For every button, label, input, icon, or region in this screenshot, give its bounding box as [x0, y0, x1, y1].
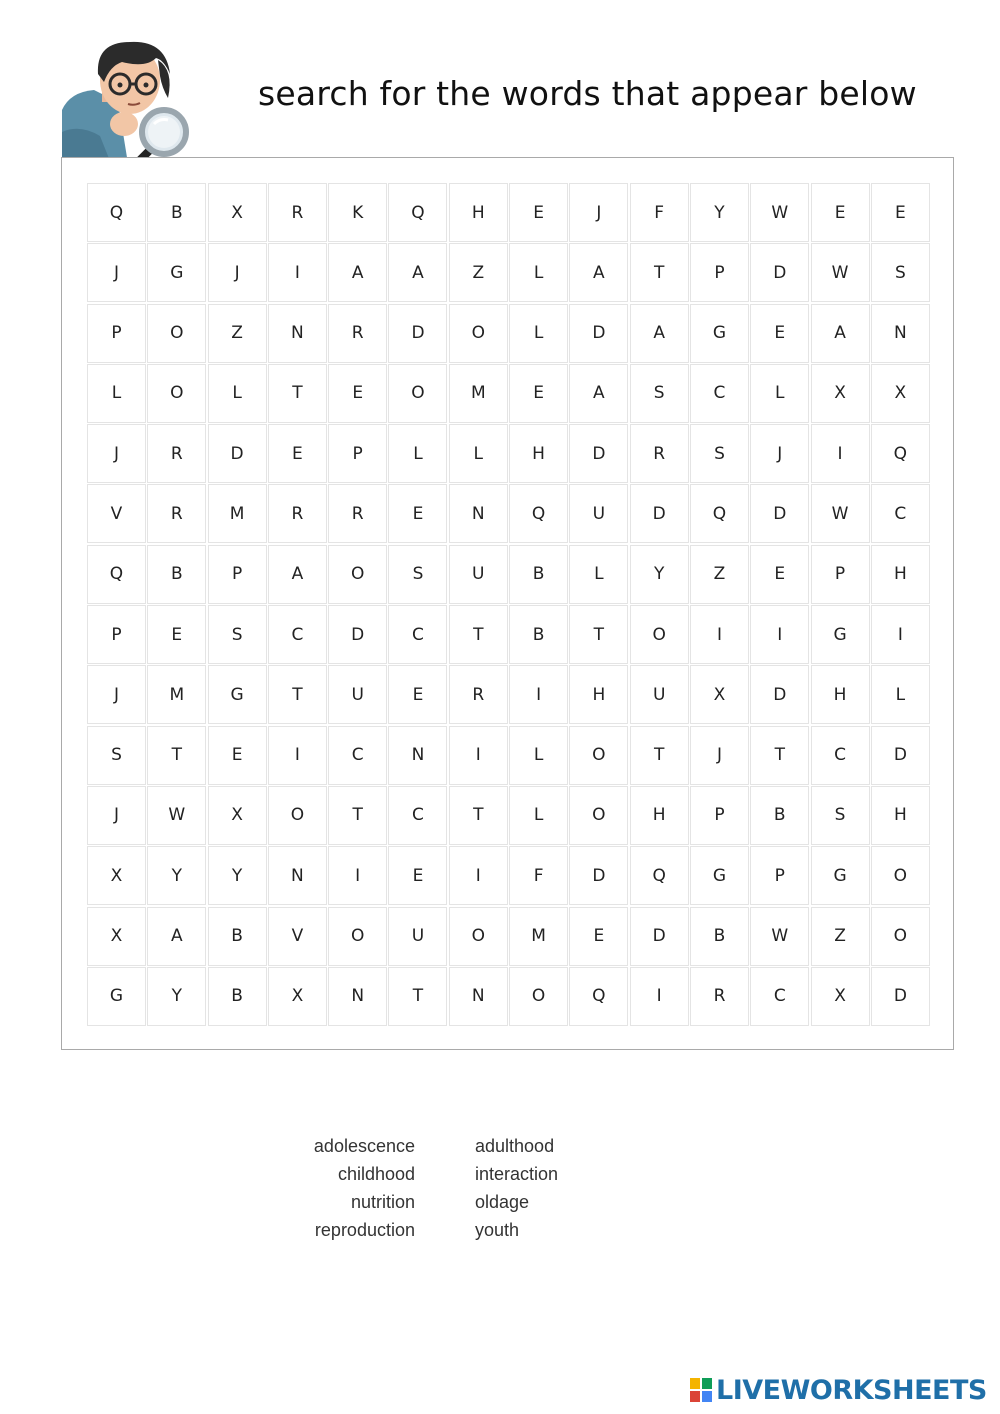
grid-cell[interactable]: W — [750, 183, 809, 242]
grid-cell[interactable]: H — [449, 183, 508, 242]
grid-cell[interactable]: P — [690, 786, 749, 845]
grid-cell[interactable]: J — [569, 183, 628, 242]
grid-cell[interactable]: T — [750, 726, 809, 785]
grid-cell[interactable]: S — [871, 243, 930, 302]
grid-cell[interactable]: P — [750, 846, 809, 905]
grid-cell[interactable]: Q — [630, 846, 689, 905]
grid-cell[interactable]: A — [147, 907, 206, 966]
grid-cell[interactable]: X — [268, 967, 327, 1026]
grid-cell[interactable]: F — [630, 183, 689, 242]
grid-cell[interactable]: X — [811, 364, 870, 423]
grid-cell[interactable]: I — [328, 846, 387, 905]
grid-cell[interactable]: E — [268, 424, 327, 483]
grid-cell[interactable]: W — [147, 786, 206, 845]
grid-cell[interactable]: U — [630, 665, 689, 724]
grid-cell[interactable]: Q — [87, 545, 146, 604]
grid-cell[interactable]: G — [147, 243, 206, 302]
grid-cell[interactable]: E — [569, 907, 628, 966]
grid-cell[interactable]: Q — [569, 967, 628, 1026]
grid-cell[interactable]: H — [630, 786, 689, 845]
grid-cell[interactable]: A — [630, 304, 689, 363]
grid-cell[interactable]: L — [87, 364, 146, 423]
grid-cell[interactable]: Q — [509, 484, 568, 543]
grid-cell[interactable]: T — [569, 605, 628, 664]
grid-cell[interactable]: P — [208, 545, 267, 604]
grid-cell[interactable]: R — [630, 424, 689, 483]
grid-cell[interactable]: O — [388, 364, 447, 423]
grid-cell[interactable]: Z — [208, 304, 267, 363]
grid-cell[interactable]: E — [811, 183, 870, 242]
grid-cell[interactable]: L — [569, 545, 628, 604]
grid-cell[interactable]: M — [449, 364, 508, 423]
grid-cell[interactable]: Q — [388, 183, 447, 242]
grid-cell[interactable]: I — [449, 726, 508, 785]
grid-cell[interactable]: L — [509, 786, 568, 845]
grid-cell[interactable]: X — [87, 846, 146, 905]
grid-cell[interactable]: Q — [87, 183, 146, 242]
grid-cell[interactable]: R — [690, 967, 749, 1026]
grid-cell[interactable]: O — [569, 726, 628, 785]
grid-cell[interactable]: O — [509, 967, 568, 1026]
grid-cell[interactable]: J — [87, 243, 146, 302]
grid-cell[interactable]: X — [811, 967, 870, 1026]
grid-cell[interactable]: N — [388, 726, 447, 785]
grid-cell[interactable]: C — [388, 786, 447, 845]
grid-cell[interactable]: B — [147, 545, 206, 604]
grid-cell[interactable]: U — [388, 907, 447, 966]
grid-cell[interactable]: D — [630, 484, 689, 543]
grid-cell[interactable]: I — [268, 726, 327, 785]
grid-cell[interactable]: T — [328, 786, 387, 845]
grid-cell[interactable]: C — [690, 364, 749, 423]
grid-cell[interactable]: Q — [871, 424, 930, 483]
grid-cell[interactable]: G — [811, 846, 870, 905]
grid-cell[interactable]: Q — [690, 484, 749, 543]
grid-cell[interactable]: O — [569, 786, 628, 845]
grid-cell[interactable]: X — [690, 665, 749, 724]
letter-grid — [87, 183, 930, 1026]
grid-cell[interactable]: E — [750, 304, 809, 363]
grid-cell[interactable]: I — [750, 605, 809, 664]
grid-cell[interactable]: D — [750, 484, 809, 543]
liveworksheets-logo — [690, 1372, 987, 1408]
grid-cell[interactable]: S — [208, 605, 267, 664]
grid-cell[interactable]: E — [388, 484, 447, 543]
grid-cell[interactable]: D — [208, 424, 267, 483]
grid-cell[interactable]: X — [208, 183, 267, 242]
grid-cell[interactable]: S — [811, 786, 870, 845]
grid-cell[interactable]: O — [871, 907, 930, 966]
grid-cell[interactable]: D — [871, 967, 930, 1026]
grid-cell[interactable]: E — [208, 726, 267, 785]
grid-cell[interactable]: A — [569, 243, 628, 302]
grid-cell[interactable]: D — [388, 304, 447, 363]
grid-cell[interactable]: L — [449, 424, 508, 483]
grid-cell[interactable]: B — [690, 907, 749, 966]
grid-cell[interactable]: G — [811, 605, 870, 664]
grid-cell[interactable]: Y — [147, 967, 206, 1026]
word-list — [290, 1136, 610, 1241]
grid-cell[interactable]: I — [690, 605, 749, 664]
grid-cell[interactable]: V — [87, 484, 146, 543]
grid-cell[interactable]: X — [208, 786, 267, 845]
grid-cell[interactable]: J — [208, 243, 267, 302]
grid-cell[interactable]: X — [87, 907, 146, 966]
grid-cell[interactable]: Z — [690, 545, 749, 604]
grid-cell[interactable]: E — [509, 364, 568, 423]
liveworksheets-logo-icon — [690, 1378, 712, 1402]
grid-cell[interactable]: K — [328, 183, 387, 242]
grid-cell[interactable]: R — [449, 665, 508, 724]
page-title: search for the words that appear below — [258, 74, 917, 113]
grid-cell[interactable]: P — [690, 243, 749, 302]
grid-cell[interactable]: R — [147, 424, 206, 483]
grid-cell[interactable]: O — [871, 846, 930, 905]
grid-cell[interactable]: R — [268, 484, 327, 543]
word-item: youth — [475, 1220, 520, 1240]
grid-cell[interactable]: C — [388, 605, 447, 664]
grid-cell[interactable]: S — [630, 364, 689, 423]
grid-cell[interactable]: E — [328, 364, 387, 423]
grid-cell[interactable]: L — [871, 665, 930, 724]
grid-cell[interactable]: B — [509, 605, 568, 664]
grid-cell[interactable]: C — [328, 726, 387, 785]
grid-cell[interactable]: I — [509, 665, 568, 724]
grid-cell[interactable]: S — [388, 545, 447, 604]
grid-cell[interactable]: H — [871, 545, 930, 604]
grid-cell[interactable]: O — [328, 907, 387, 966]
grid-cell[interactable]: A — [388, 243, 447, 302]
grid-cell[interactable]: T — [630, 726, 689, 785]
grid-cell[interactable]: H — [569, 665, 628, 724]
grid-cell[interactable]: E — [388, 846, 447, 905]
grid-cell[interactable]: W — [811, 243, 870, 302]
word-item: reproduction — [314, 1220, 415, 1240]
grid-cell[interactable]: G — [690, 304, 749, 363]
word-item: oldage — [475, 1192, 530, 1212]
grid-cell[interactable]: M — [147, 665, 206, 724]
grid-cell[interactable]: T — [449, 605, 508, 664]
grid-cell[interactable]: H — [811, 665, 870, 724]
grid-cell[interactable]: W — [750, 907, 809, 966]
word-item: adolescence — [313, 1136, 415, 1156]
grid-cell[interactable]: B — [208, 967, 267, 1026]
grid-cell[interactable]: L — [208, 364, 267, 423]
grid-cell[interactable]: L — [509, 243, 568, 302]
grid-cell[interactable]: D — [750, 665, 809, 724]
grid-cell[interactable]: E — [147, 605, 206, 664]
grid-cell[interactable]: T — [268, 364, 327, 423]
grid-cell[interactable]: B — [147, 183, 206, 242]
grid-cell[interactable]: M — [509, 907, 568, 966]
grid-cell[interactable]: E — [871, 183, 930, 242]
detective-avatar-icon — [60, 40, 192, 176]
grid-cell[interactable]: Z — [811, 907, 870, 966]
grid-cell[interactable]: U — [449, 545, 508, 604]
grid-cell[interactable]: M — [208, 484, 267, 543]
grid-cell[interactable]: R — [268, 183, 327, 242]
grid-cell[interactable]: O — [449, 304, 508, 363]
grid-cell[interactable]: D — [569, 424, 628, 483]
grid-cell[interactable]: N — [268, 304, 327, 363]
grid-cell[interactable]: P — [328, 424, 387, 483]
grid-cell[interactable]: D — [569, 846, 628, 905]
grid-cell[interactable]: G — [208, 665, 267, 724]
grid-cell[interactable]: A — [328, 243, 387, 302]
grid-cell[interactable]: Z — [449, 243, 508, 302]
grid-cell[interactable]: L — [750, 364, 809, 423]
grid-cell[interactable]: B — [750, 786, 809, 845]
grid-cell[interactable]: N — [449, 484, 508, 543]
grid-cell[interactable]: I — [449, 846, 508, 905]
grid-cell[interactable]: D — [630, 907, 689, 966]
grid-cell[interactable]: C — [811, 726, 870, 785]
grid-cell[interactable]: E — [750, 545, 809, 604]
grid-cell[interactable]: O — [147, 364, 206, 423]
grid-cell[interactable]: R — [328, 304, 387, 363]
grid-cell[interactable]: F — [509, 846, 568, 905]
grid-cell[interactable]: H — [509, 424, 568, 483]
grid-cell[interactable]: J — [87, 424, 146, 483]
grid-cell[interactable]: Y — [147, 846, 206, 905]
grid-cell[interactable]: J — [690, 726, 749, 785]
grid-cell[interactable]: O — [328, 545, 387, 604]
grid-cell[interactable]: A — [811, 304, 870, 363]
grid-cell[interactable]: R — [328, 484, 387, 543]
logo-text: LIVEWORKSHEETS — [716, 1374, 987, 1406]
grid-cell[interactable]: D — [871, 726, 930, 785]
grid-cell[interactable]: D — [569, 304, 628, 363]
grid-cell[interactable]: T — [449, 786, 508, 845]
grid-cell[interactable]: L — [509, 726, 568, 785]
grid-cell[interactable]: G — [690, 846, 749, 905]
grid-cell[interactable]: H — [871, 786, 930, 845]
grid-cell[interactable]: L — [509, 304, 568, 363]
grid-cell[interactable]: O — [147, 304, 206, 363]
grid-cell[interactable]: S — [87, 726, 146, 785]
word-item: interaction — [475, 1164, 559, 1184]
grid-cell[interactable]: Y — [690, 183, 749, 242]
grid-cell[interactable]: Y — [630, 545, 689, 604]
grid-cell[interactable]: R — [147, 484, 206, 543]
grid-cell[interactable]: D — [328, 605, 387, 664]
grid-cell[interactable]: O — [630, 605, 689, 664]
grid-cell[interactable]: I — [630, 967, 689, 1026]
grid-cell[interactable]: T — [268, 665, 327, 724]
grid-cell[interactable]: Y — [208, 846, 267, 905]
grid-cell[interactable]: O — [449, 907, 508, 966]
grid-cell[interactable]: O — [268, 786, 327, 845]
grid-cell[interactable]: L — [388, 424, 447, 483]
grid-cell[interactable]: E — [509, 183, 568, 242]
grid-cell[interactable]: I — [811, 424, 870, 483]
grid-cell[interactable]: X — [871, 364, 930, 423]
grid-cell[interactable]: S — [690, 424, 749, 483]
grid-cell[interactable]: B — [208, 907, 267, 966]
grid-cell[interactable]: C — [268, 605, 327, 664]
grid-cell[interactable]: T — [630, 243, 689, 302]
word-item: nutrition — [350, 1192, 415, 1212]
grid-cell[interactable]: N — [328, 967, 387, 1026]
grid-cell[interactable]: N — [871, 304, 930, 363]
grid-cell[interactable]: J — [87, 665, 146, 724]
grid-cell[interactable]: G — [87, 967, 146, 1026]
grid-cell[interactable]: C — [750, 967, 809, 1026]
grid-cell[interactable]: T — [147, 726, 206, 785]
grid-cell[interactable]: N — [449, 967, 508, 1026]
grid-cell[interactable]: E — [388, 665, 447, 724]
grid-cell[interactable]: B — [509, 545, 568, 604]
grid-cell[interactable]: J — [87, 786, 146, 845]
grid-cell[interactable]: U — [569, 484, 628, 543]
grid-cell[interactable]: V — [268, 907, 327, 966]
grid-cell[interactable]: A — [569, 364, 628, 423]
grid-cell[interactable]: C — [871, 484, 930, 543]
grid-cell[interactable]: A — [268, 545, 327, 604]
grid-cell[interactable]: J — [750, 424, 809, 483]
grid-cell[interactable]: N — [268, 846, 327, 905]
word-search-puzzle — [61, 157, 954, 1050]
grid-cell[interactable]: P — [811, 545, 870, 604]
grid-cell[interactable]: P — [87, 304, 146, 363]
grid-cell[interactable]: P — [87, 605, 146, 664]
grid-cell[interactable]: D — [750, 243, 809, 302]
grid-cell[interactable]: U — [328, 665, 387, 724]
grid-cell[interactable]: W — [811, 484, 870, 543]
grid-cell[interactable]: I — [268, 243, 327, 302]
word-item: childhood — [337, 1164, 415, 1184]
grid-cell[interactable]: T — [388, 967, 447, 1026]
grid-cell[interactable]: I — [871, 605, 930, 664]
word-item: adulthood — [475, 1136, 555, 1156]
